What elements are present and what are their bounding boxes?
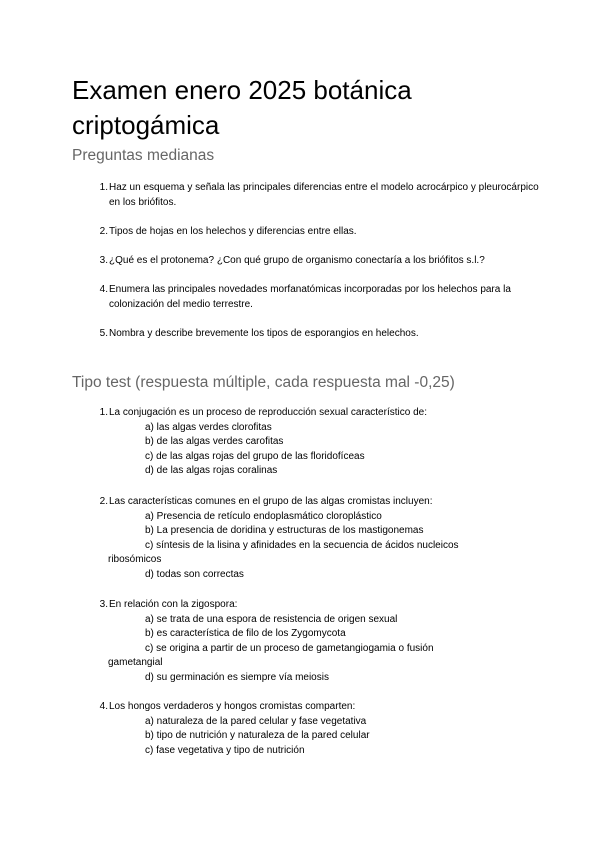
- question-text: Tipos de hojas en los helechos y diferencias entre ellas.: [109, 226, 357, 237]
- question-stem: La conjugación es un proceso de reproducción sexual característico de:: [109, 407, 427, 418]
- option-list: [90, 421, 540, 479]
- option-d: d) su germinación es siempre vía meiosis: [145, 671, 329, 683]
- option-b: b) es característica de filo de los Zygomycota: [145, 628, 346, 640]
- option-b: b) La presencia de doridina y estructuras de los mastigonemas: [145, 525, 424, 537]
- section-heading-preguntas-medianas: Preguntas medianas: [72, 147, 215, 164]
- question-number: 1.: [99, 182, 108, 193]
- option-b: b) de las algas verdes carofitas: [145, 436, 284, 448]
- option-c-continuation: gametangial: [108, 657, 163, 669]
- option-a: a) se trata de una espora de resistencia de origen sexual: [145, 613, 398, 625]
- question-number: 1.: [99, 407, 108, 418]
- option-list: [90, 510, 540, 583]
- question-number: 4.: [99, 701, 108, 712]
- option-c: c) fase vegetativa y tipo de nutrición: [145, 744, 305, 756]
- section-heading-tipo-test: Tipo test (respuesta múltiple, cada respuesta mal -0,25): [72, 374, 455, 391]
- question-number: 2.: [99, 496, 108, 507]
- question-number: 3.: [99, 599, 108, 610]
- document-title: Examen enero 2025 botánica criptogámica: [72, 75, 412, 140]
- question-number: 3.: [99, 255, 108, 266]
- option-a: a) naturaleza de la pared celular y fase vegetativa: [145, 715, 367, 727]
- option-c-continuation: ribosómicos: [108, 554, 162, 566]
- option-d: d) de las algas rojas coralinas: [145, 465, 278, 477]
- question-number: 2.: [99, 226, 108, 237]
- option-list: [90, 715, 540, 759]
- option-b: b) tipo de nutrición y naturaleza de la pared celular: [145, 730, 370, 742]
- question-text: Nombra y describe brevemente los tipos de esporangios en helechos.: [109, 328, 419, 339]
- question-stem: En relación con la zigospora:: [109, 599, 238, 610]
- question-stem: Los hongos verdaderos y hongos cromistas comparten:: [109, 701, 356, 712]
- question-number: 5.: [99, 328, 108, 339]
- option-c: c) síntesis de la lisina y afinidades en la secuencia de ácidos nucleicos: [145, 539, 459, 551]
- question-number: 4.: [99, 284, 108, 295]
- option-c: c) se origina a partir de un proceso de gametangiogamia o fusión: [145, 642, 434, 654]
- question-text: Enumera las principales novedades morfanatómicas incorporadas por los helechos para la colonización del medio terrestre.: [109, 284, 511, 310]
- question-text: Haz un esquema y señala las principales diferencias entre el modelo acrocárpico y pleurocárpico en los briófitos.: [109, 182, 539, 208]
- question-stem: Las características comunes en el grupo de las algas cromistas incluyen:: [109, 496, 433, 507]
- question-text: ¿Qué es el protonema? ¿Con qué grupo de organismo conectaría a los briófitos s.l.?: [109, 255, 485, 266]
- option-c: c) de las algas rojas del grupo de las floridofíceas: [145, 450, 365, 462]
- option-a: a) Presencia de retículo endoplasmático cloroplástico: [145, 510, 382, 522]
- option-d: d) todas son correctas: [145, 568, 244, 580]
- option-list: [90, 613, 540, 686]
- option-a: a) las algas verdes clorofitas: [145, 421, 272, 433]
